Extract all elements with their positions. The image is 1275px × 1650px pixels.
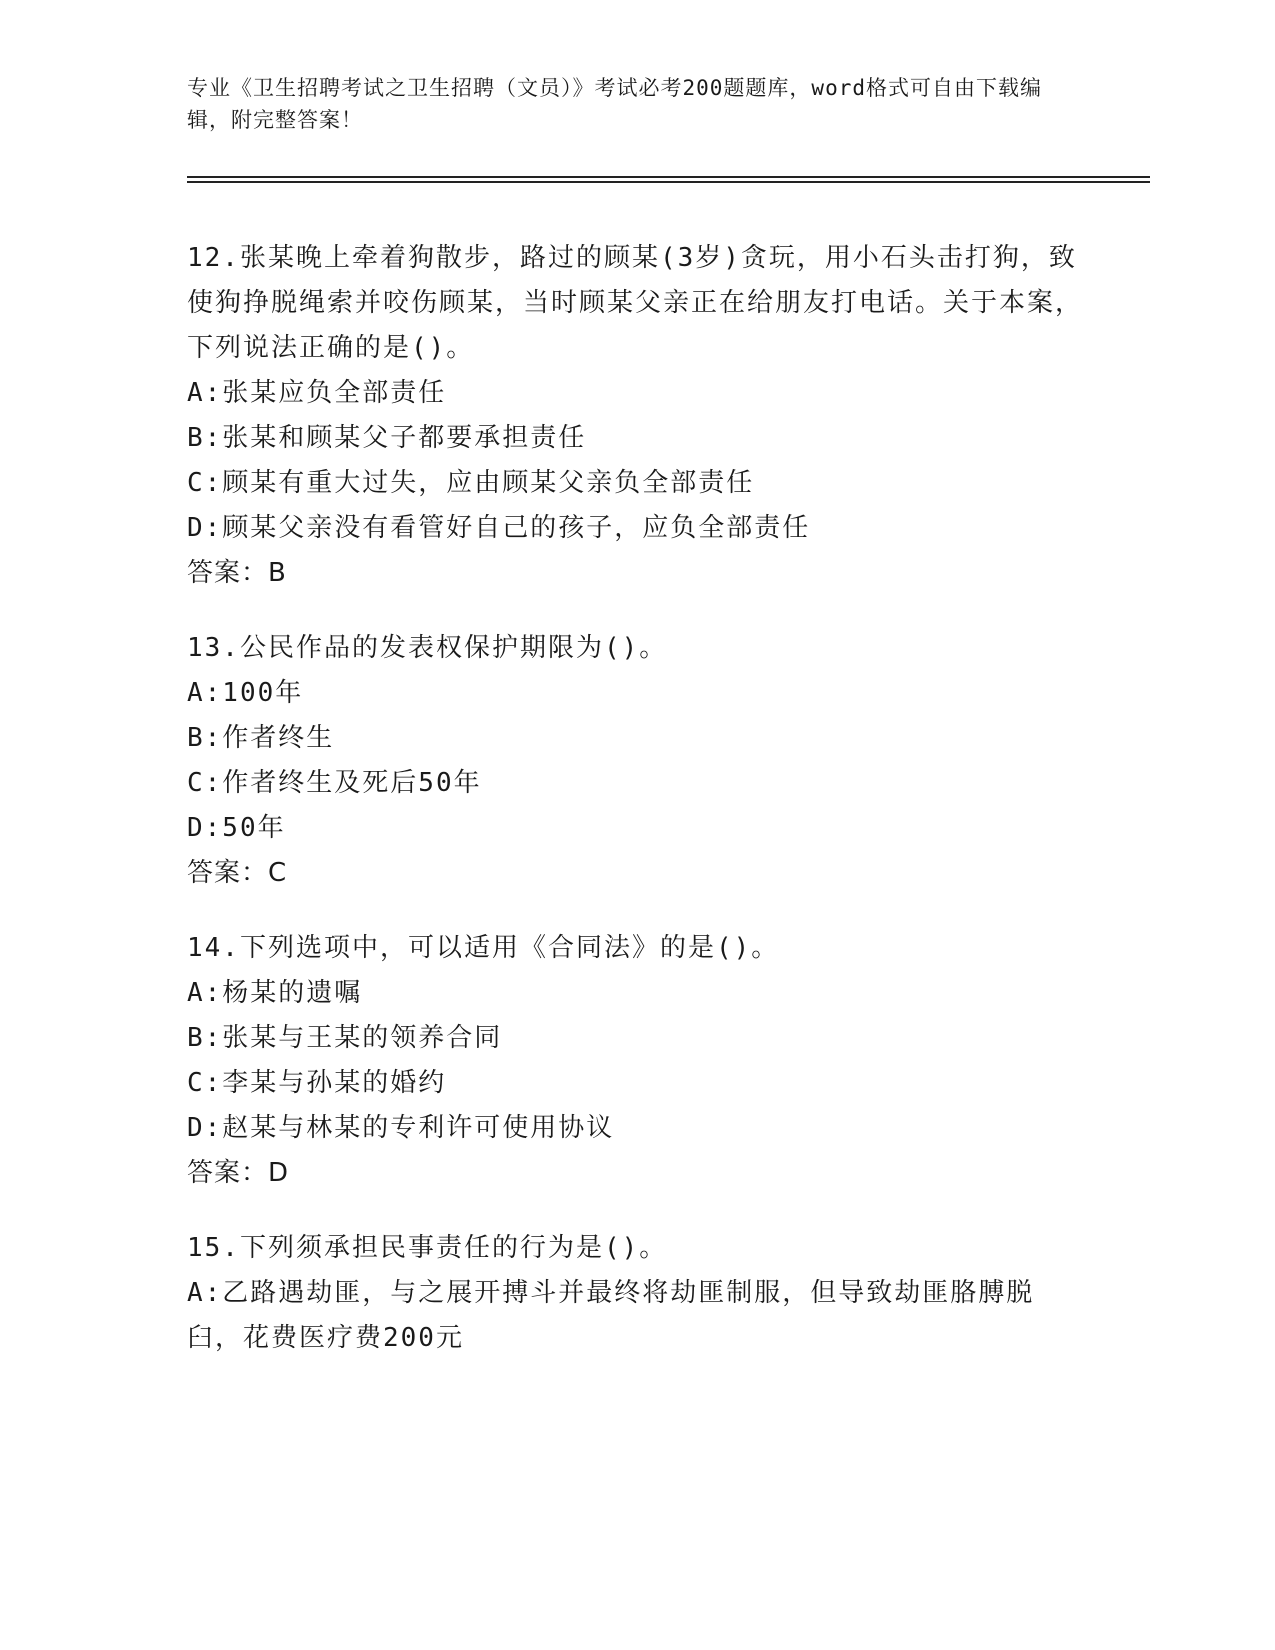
header-divider-line	[187, 176, 1150, 178]
question-text: 12.张某晚上牵着狗散步，路过的顾某(3岁)贪玩，用小石头击打狗，致使狗挣脱绳索并咬伤顾某，当时顾某父亲正在给朋友打电话。关于本案，下列说法正确的是()。	[187, 243, 1084, 363]
option-d: D:50年	[187, 813, 286, 843]
question-14	[187, 926, 1087, 1196]
option-a: A:杨某的遗嘱	[187, 978, 363, 1008]
option-b: B:作者终生	[187, 723, 335, 753]
question-15	[187, 1226, 1087, 1361]
option-d: D:顾某父亲没有看管好自己的孩子，应负全部责任	[187, 513, 811, 543]
answer-label: 答案：D	[187, 1158, 290, 1188]
answer-label: 答案：C	[187, 858, 288, 888]
question-list	[187, 236, 1087, 1391]
question-13	[187, 626, 1087, 896]
option-a: A:张某应负全部责任	[187, 378, 447, 408]
document-header: 专业《卫生招聘考试之卫生招聘（文员）》考试必考200题题库，word格式可自由下载编辑，附完整答案！	[187, 76, 1042, 132]
question-text: 13.公民作品的发表权保护期限为()。	[187, 633, 668, 663]
option-a: A:乙路遇劫匪，与之展开搏斗并最终将劫匪制服，但导致劫匪胳膊脱臼，花费医疗费200元	[187, 1278, 1035, 1353]
option-d: D:赵某与林某的专利许可使用协议	[187, 1113, 615, 1143]
option-c: C:顾某有重大过失，应由顾某父亲负全部责任	[187, 468, 755, 498]
option-a: A:100年	[187, 678, 304, 708]
option-c: C:李某与孙某的婚约	[187, 1068, 447, 1098]
question-text: 15.下列须承担民事责任的行为是()。	[187, 1233, 668, 1263]
question-text: 14.下列选项中，可以适用《合同法》的是()。	[187, 933, 780, 963]
option-c: C:作者终生及死后50年	[187, 768, 482, 798]
answer-label: 答案：B	[187, 558, 287, 588]
option-b: B:张某与王某的领养合同	[187, 1023, 503, 1053]
header-divider-line-2	[187, 181, 1150, 183]
question-12	[187, 236, 1087, 596]
option-b: B:张某和顾某父子都要承担责任	[187, 423, 587, 453]
